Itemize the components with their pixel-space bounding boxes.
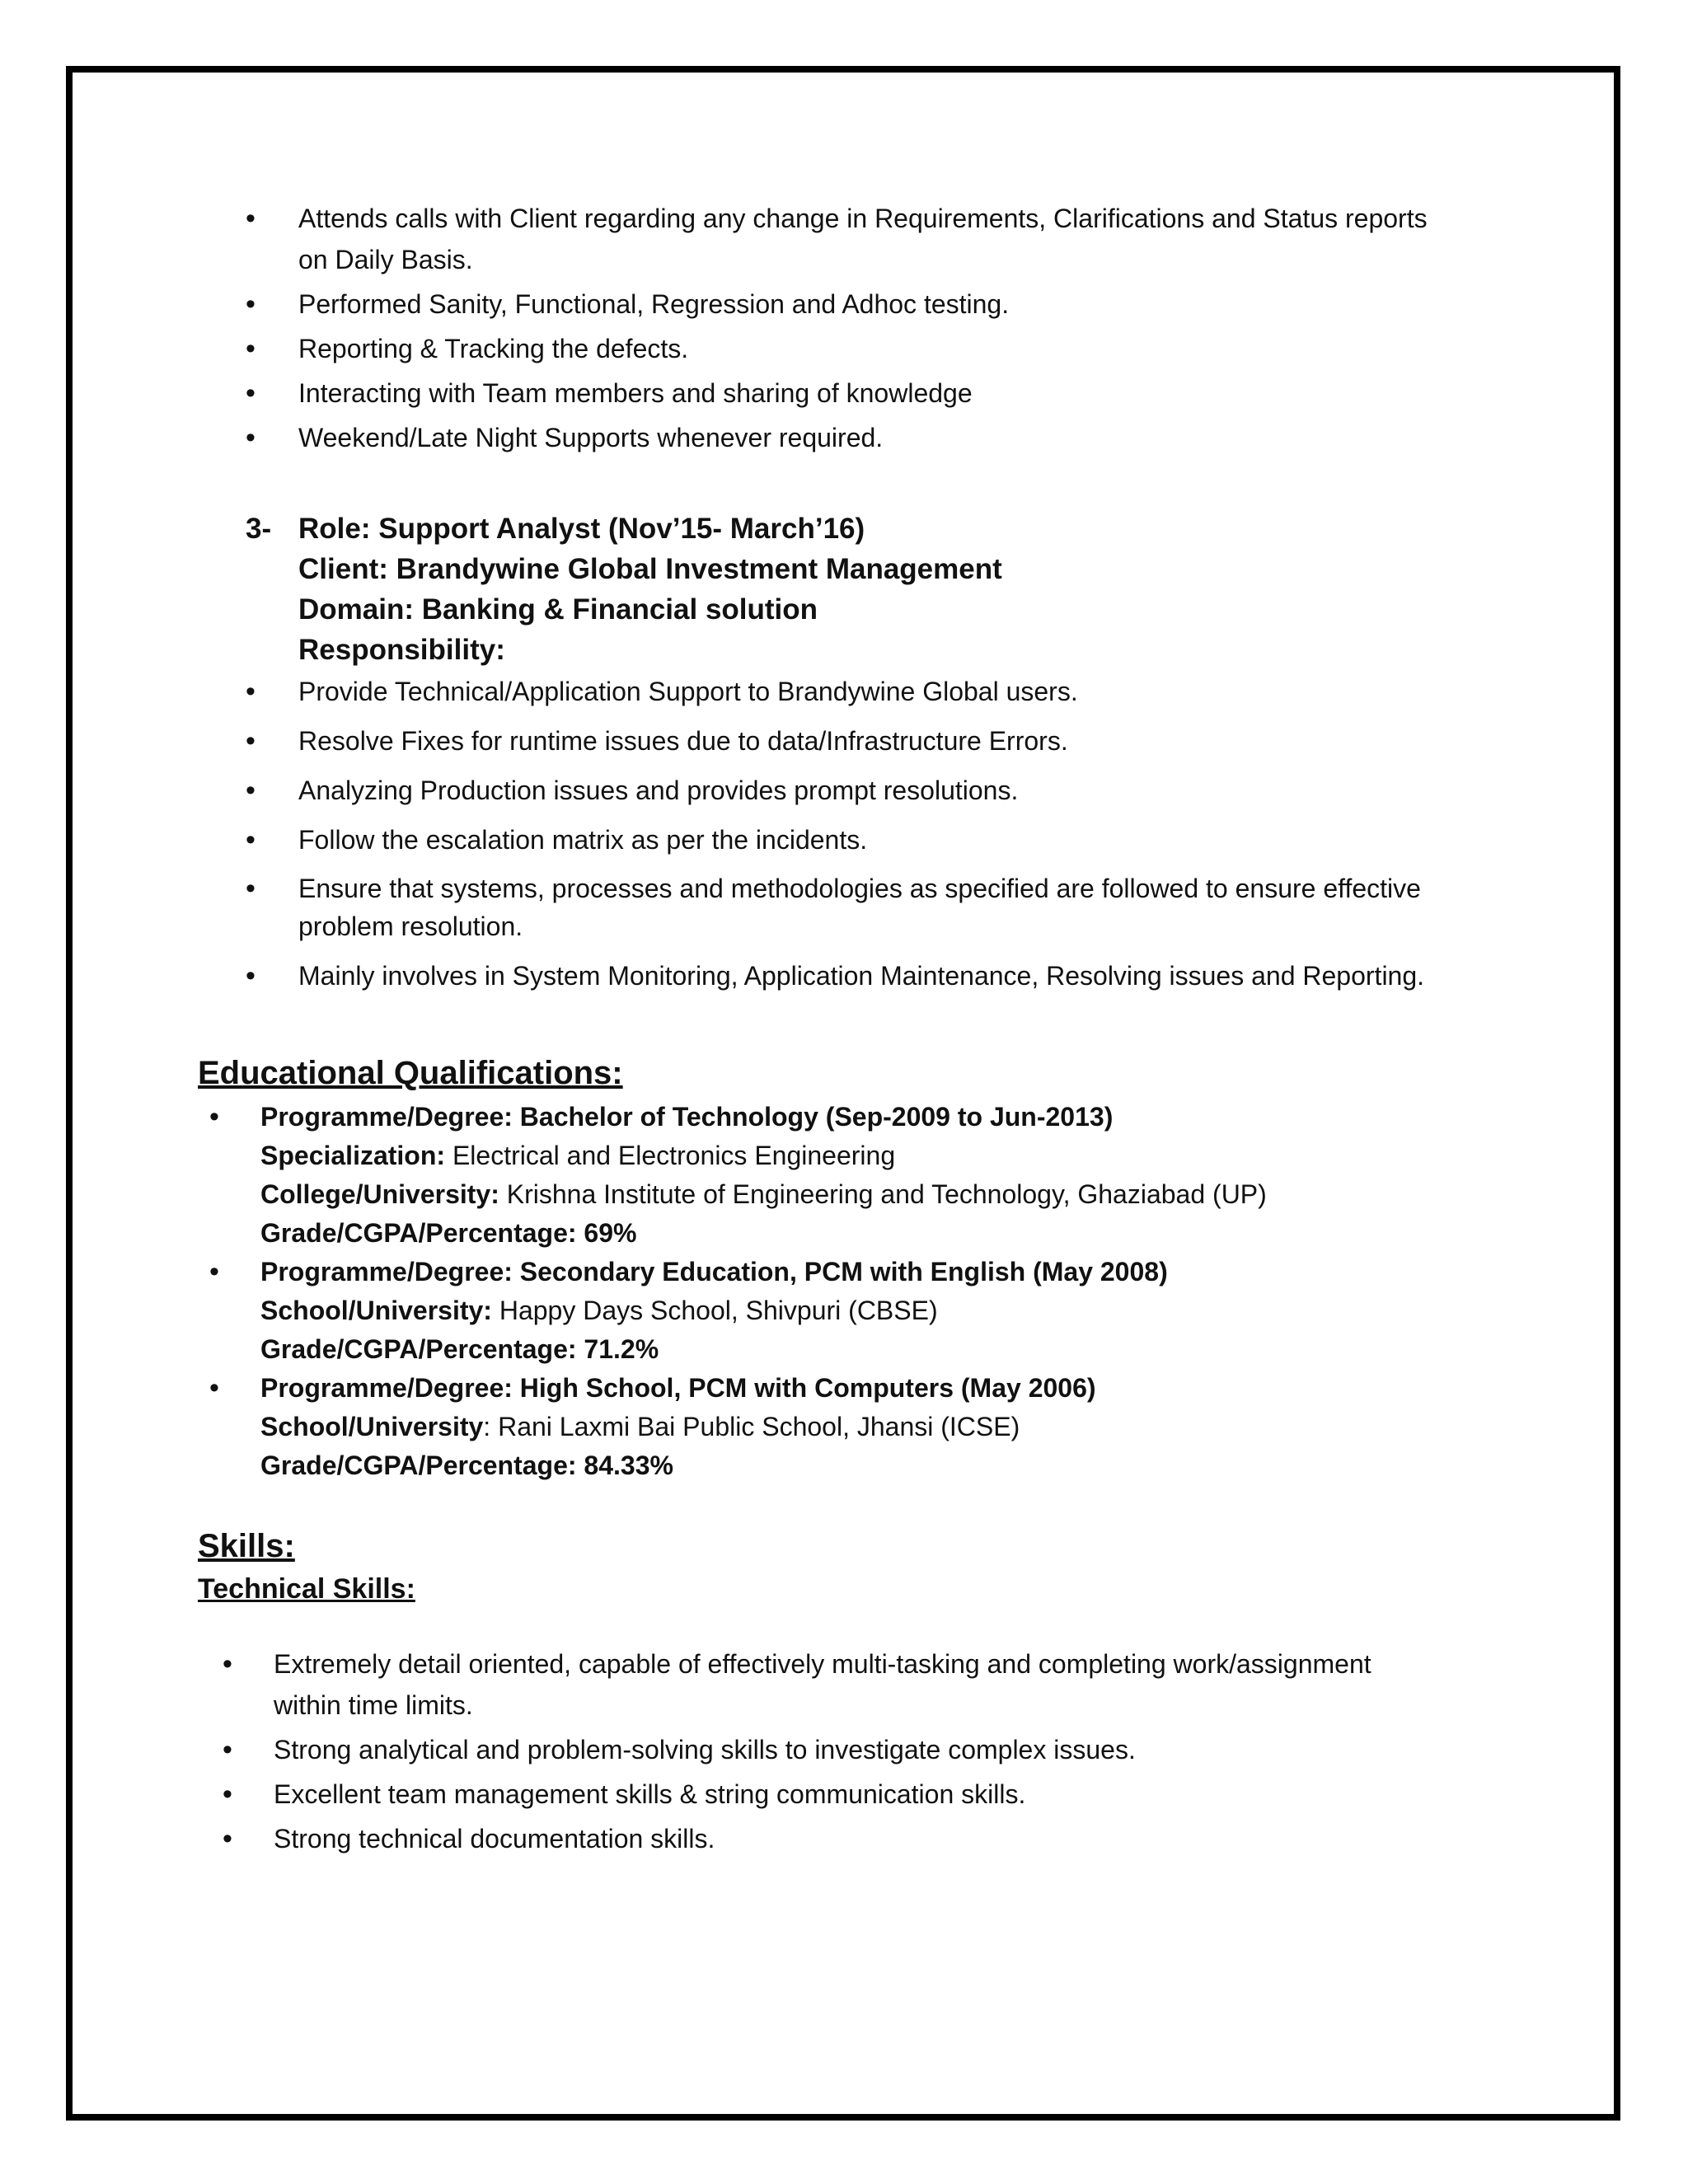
education-grade: Grade/CGPA/Percentage: 84.33% [260,1451,673,1480]
role-number: 3- [246,513,272,545]
list-item-continuation: within time limits. [274,1690,473,1720]
education-institution [260,1174,1267,1215]
bullet-icon: • [223,1779,232,1810]
education-grade: Grade/CGPA/Percentage: 71.2% [260,1334,659,1364]
bullet-icon: • [246,775,256,806]
list-item: Ensure that systems, processes and methodologies as specified are followed to ensure effective [298,874,1421,903]
bullet-icon: • [246,288,256,320]
role-client: Client: Brandywine Global Investment Management [298,553,1002,585]
role-responsibility-label: Responsibility: [298,634,505,666]
education-institution [260,1290,938,1331]
education-institution [260,1406,1020,1447]
bullet-icon: • [246,960,256,991]
list-item: Mainly involves in System Monitoring, Application Maintenance, Resolving issues and Reporting. [298,961,1425,991]
institution-value: Krishna Institute of Engineering and Technology, Ghaziabad (UP) [499,1179,1267,1209]
technical-skills-subheading: Technical Skills: [198,1573,415,1605]
education-programme: Programme/Degree: Bachelor of Technology (Sep-2009 to Jun-2013) [260,1102,1114,1132]
list-item: Analyzing Production issues and provides prompt resolutions. [298,776,1019,805]
education-grade: Grade/CGPA/Percentage: 69% [260,1218,637,1248]
bullet-icon: • [246,873,256,904]
institution-label: College/University: [260,1179,499,1209]
bullet-icon: • [246,725,256,757]
list-item: Strong technical documentation skills. [274,1824,715,1854]
list-item: Follow the escalation matrix as per the incidents. [298,825,868,855]
specialization-label: Specialization: [260,1141,446,1170]
bullet-icon: • [246,676,256,707]
education-specialization [260,1135,895,1176]
bullet-icon: • [209,1101,219,1132]
institution-label: School/University: [260,1296,492,1325]
bullet-icon: • [223,1823,232,1854]
bullet-icon: • [246,377,256,409]
list-item: Provide Technical/Application Support to Brandywine Global users. [298,677,1078,706]
list-item: Strong analytical and problem-solving skills to investigate complex issues. [274,1735,1136,1765]
role-title: Role: Support Analyst (Nov’15- March’16) [298,513,865,545]
list-item-continuation: on Daily Basis. [298,245,473,274]
education-programme: Programme/Degree: High School, PCM with Computers (May 2006) [260,1373,1096,1403]
list-item: Excellent team management skills & string communication skills. [274,1779,1026,1809]
bullet-icon: • [246,422,256,453]
bullet-icon: • [246,203,256,234]
list-item: Resolve Fixes for runtime issues due to data/Infrastructure Errors. [298,726,1068,756]
list-item: Weekend/Late Night Supports whenever required. [298,423,884,452]
bullet-icon: • [246,824,256,855]
list-item: Extremely detail oriented, capable of effectively multi-tasking and completing work/assignment [274,1649,1372,1679]
institution-label: School/University [260,1412,484,1441]
role-domain: Domain: Banking & Financial solution [298,593,818,626]
institution-value: Happy Days School, Shivpuri (CBSE) [491,1296,938,1325]
list-item: Reporting & Tracking the defects. [298,334,689,363]
bullet-icon: • [223,1648,232,1680]
education-heading: Educational Qualifications: [198,1055,623,1091]
bullet-icon: • [209,1256,219,1287]
institution-value: : Rani Laxmi Bai Public School, Jhansi (ICSE) [483,1412,1020,1441]
specialization-value: Electrical and Electronics Engineering [445,1141,896,1170]
skills-heading: Skills: [198,1528,295,1564]
list-item: Attends calls with Client regarding any change in Requirements, Clarifications and Status reports [298,204,1428,233]
list-item: Interacting with Team members and sharing of knowledge [298,378,973,408]
bullet-icon: • [209,1372,219,1404]
bullet-icon: • [223,1734,232,1765]
bullet-icon: • [246,333,256,364]
list-item-continuation: problem resolution. [298,912,523,941]
education-programme: Programme/Degree: Secondary Education, PCM with English (May 2008) [260,1257,1168,1286]
list-item: Performed Sanity, Functional, Regression and Adhoc testing. [298,289,1010,319]
